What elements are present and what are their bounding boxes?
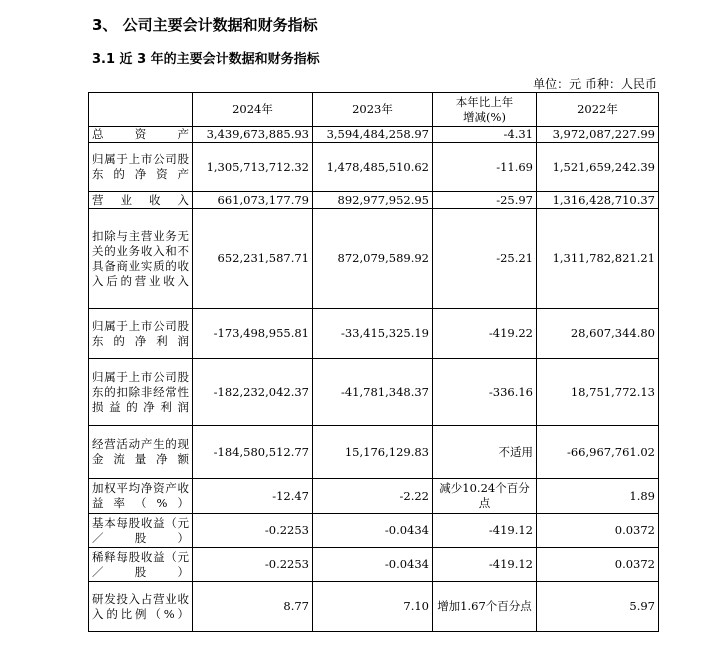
value-2022: 1,316,428,710.37	[537, 192, 659, 209]
value-change: -25.21	[433, 209, 537, 309]
table-row	[89, 143, 659, 192]
value-2023: 1,478,485,510.62	[313, 143, 433, 192]
table-row	[89, 359, 659, 426]
value-2024: 8.77	[193, 582, 313, 632]
value-2024: 661,073,177.79	[193, 192, 313, 209]
value-2022: 28,607,344.80	[537, 309, 659, 359]
row-label: 经营活动产生的现金流量净额	[89, 426, 193, 479]
value-change: 不适用	[433, 426, 537, 479]
value-2023: -33,415,325.19	[313, 309, 433, 359]
header-cell-blank	[89, 93, 193, 127]
value-2024: -0.2253	[193, 548, 313, 582]
table-row	[89, 426, 659, 479]
row-label: 归属于上市公司股东的扣除非经常性损益的净利润	[89, 359, 193, 426]
value-2023: 872,079,589.92	[313, 209, 433, 309]
row-label: 扣除与主营业务无关的业务收入和不具备商业实质的收入后的营业收入	[89, 209, 193, 309]
value-2022: 0.0372	[537, 548, 659, 582]
value-change: -419.12	[433, 514, 537, 548]
row-label: 基本每股收益（元／股）	[89, 514, 193, 548]
value-change: -419.12	[433, 548, 537, 582]
value-change: 增加1.67个百分点	[433, 582, 537, 632]
value-2022: 0.0372	[537, 514, 659, 548]
value-2024: -0.2253	[193, 514, 313, 548]
value-2023: -0.0434	[313, 548, 433, 582]
value-change: 减少10.24个百分点	[433, 479, 537, 514]
table-row	[89, 127, 659, 143]
header-cell-2023: 2023年	[313, 93, 433, 127]
sub-title: 3.1 近 3 年的主要会计数据和财务指标	[92, 52, 320, 67]
value-2022: 1.89	[537, 479, 659, 514]
table-row	[89, 209, 659, 309]
table-header-row	[89, 93, 659, 127]
value-2024: -12.47	[193, 479, 313, 514]
value-2024: 3,439,673,885.93	[193, 127, 313, 143]
value-2023: 3,594,484,258.97	[313, 127, 433, 143]
value-2024: -182,232,042.37	[193, 359, 313, 426]
value-2022: 18,751,772.13	[537, 359, 659, 426]
table-row	[89, 582, 659, 632]
table-row	[89, 309, 659, 359]
row-label: 营业收入	[89, 192, 193, 209]
value-change: -336.16	[433, 359, 537, 426]
value-2022: 1,311,782,821.21	[537, 209, 659, 309]
value-2024: -173,498,955.81	[193, 309, 313, 359]
value-2023: -41,781,348.37	[313, 359, 433, 426]
value-2022: 5.97	[537, 582, 659, 632]
header-cell-2022: 2022年	[537, 93, 659, 127]
table-row	[89, 548, 659, 582]
value-2023: -0.0434	[313, 514, 433, 548]
value-2022: 3,972,087,227.99	[537, 127, 659, 143]
value-2022: 1,521,659,242.39	[537, 143, 659, 192]
row-label: 加权平均净资产收益率（%）	[89, 479, 193, 514]
table-row	[89, 479, 659, 514]
value-2023: 15,176,129.83	[313, 426, 433, 479]
value-2024: -184,580,512.77	[193, 426, 313, 479]
value-2023: 892,977,952.95	[313, 192, 433, 209]
table-row	[89, 192, 659, 209]
unit-currency-line: 单位：元 币种：人民币	[533, 77, 657, 91]
row-label: 稀释每股收益（元／股）	[89, 548, 193, 582]
value-change: -25.97	[433, 192, 537, 209]
header-cell-change: 本年比上年 增减(%)	[433, 93, 537, 127]
value-2023: -2.22	[313, 479, 433, 514]
financial-data-table	[88, 92, 659, 632]
header-cell-2024: 2024年	[193, 93, 313, 127]
value-change: -4.31	[433, 127, 537, 143]
value-change: -11.69	[433, 143, 537, 192]
table-row	[89, 514, 659, 548]
row-label: 归属于上市公司股东的净利润	[89, 309, 193, 359]
value-2024: 1,305,713,712.32	[193, 143, 313, 192]
section-title: 3、 公司主要会计数据和财务指标	[92, 16, 318, 34]
value-2024: 652,231,587.71	[193, 209, 313, 309]
row-label: 总资产	[89, 127, 193, 143]
value-2023: 7.10	[313, 582, 433, 632]
value-2022: -66,967,761.02	[537, 426, 659, 479]
row-label: 归属于上市公司股东的净资产	[89, 143, 193, 192]
row-label: 研发投入占营业收入的比例（%）	[89, 582, 193, 632]
value-change: -419.22	[433, 309, 537, 359]
